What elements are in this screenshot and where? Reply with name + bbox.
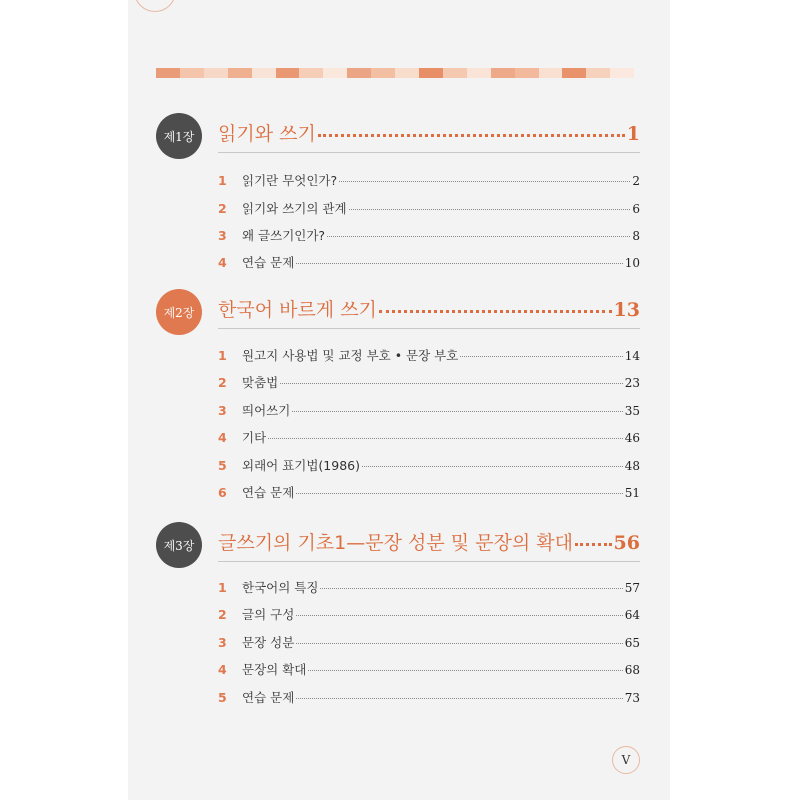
chapter-page: 13 [613,299,640,321]
chapter-title: 한국어 바르게 쓰기 [218,299,377,321]
chapter-title-row[interactable] [218,528,640,555]
entry-title: 한국어의 특징 [242,580,319,595]
entry-number: 6 [218,485,227,500]
entry-title: 왜 글쓰기인가? [242,228,326,243]
entry-page: 6 [632,202,640,216]
toc-entry[interactable] [218,253,640,271]
entry-number: 4 [218,430,227,445]
leader-dots [296,643,622,644]
entry-title: 읽기와 쓰기의 관계 [242,201,347,216]
toc-entry[interactable] [218,346,640,364]
leader-dots [296,263,622,264]
entry-title: 연습 문제 [242,255,295,270]
entry-page: 57 [624,581,640,595]
chapter-title-row[interactable] [218,295,640,322]
entry-page: 46 [624,431,640,445]
chapter-title-row[interactable] [218,119,640,146]
entry-title: 읽기란 무엇인가? [242,173,338,188]
entry-number: 1 [218,580,227,595]
entry-number: 3 [218,403,227,418]
entry-number: 5 [218,690,227,705]
leader-dots [296,493,622,494]
entry-number: 2 [218,201,227,216]
toc-entry[interactable] [218,605,640,623]
leader-dots [280,383,622,384]
entry-title: 연습 문제 [242,485,295,500]
entry-page: 65 [624,636,640,650]
leader-dots [308,670,622,671]
entry-page: 68 [624,663,640,677]
entry-title: 띄어쓰기 [242,403,291,418]
entry-page: 14 [624,349,640,363]
leader-dots [339,181,630,182]
chapter-title: 읽기와 쓰기 [218,123,316,145]
entry-number: 3 [218,228,227,243]
toc-entry[interactable] [218,171,640,189]
entry-page: 2 [632,174,640,188]
entry-number: 3 [218,635,227,650]
toc-entry[interactable] [218,373,640,391]
leader-dots [379,310,612,313]
chapter-2 [156,289,640,509]
chapter-badge: 제2장 [156,289,202,335]
leader-dots [362,466,623,467]
toc-entry[interactable] [218,660,640,678]
entry-title: 외래어 표기법(1986) [242,458,360,473]
entry-number: 4 [218,662,227,677]
leader-dots [292,411,622,412]
entry-title: 기타 [242,430,267,445]
leader-dots [575,543,612,546]
toc-entry[interactable] [218,483,640,501]
entry-title: 맞춤법 [242,375,279,390]
entry-page: 35 [624,404,640,418]
chapter-page: 1 [626,123,640,145]
leader-dots [320,588,622,589]
chapter-rule [218,561,640,562]
leader-dots [268,438,623,439]
entry-title: 원고지 사용법 및 교정 부호 • 문장 부호 [242,348,459,363]
decorative-circle [134,0,176,12]
page-number: V [612,746,640,774]
chapter-rule [218,328,640,329]
entry-number: 1 [218,348,227,363]
toc-entry[interactable] [218,401,640,419]
leader-dots [296,615,622,616]
toc-entry[interactable] [218,633,640,651]
chapter-3 [156,522,640,722]
chapter-title: 글쓰기의 기초1—문장 성분 및 문장의 확대 [218,532,573,554]
chapter-badge: 제1장 [156,113,202,159]
toc-entry[interactable] [218,578,640,596]
toc-entry[interactable] [218,688,640,706]
entry-page: 10 [624,256,640,270]
entry-page: 23 [624,376,640,390]
toc-entry[interactable] [218,226,640,244]
toc-entry[interactable] [218,456,640,474]
chapter-page: 56 [613,532,640,554]
leader-dots [460,356,622,357]
entry-number: 2 [218,375,227,390]
toc-entry[interactable] [218,428,640,446]
entry-title: 연습 문제 [242,690,295,705]
toc-entry[interactable] [218,199,640,217]
chapter-rule [218,152,640,153]
leader-dots [296,698,622,699]
chapter-badge: 제3장 [156,522,202,568]
entry-number: 4 [218,255,227,270]
leader-dots [327,236,630,237]
entry-title: 글의 구성 [242,607,295,622]
leader-dots [318,134,625,137]
entry-title: 문장의 확대 [242,662,307,677]
entry-page: 73 [624,691,640,705]
entry-number: 2 [218,607,227,622]
entry-title: 문장 성분 [242,635,295,650]
entry-page: 64 [624,608,640,622]
entry-page: 48 [624,459,640,473]
entry-number: 5 [218,458,227,473]
book-page [128,0,670,800]
decorative-stripe [156,68,634,78]
entry-number: 1 [218,173,227,188]
leader-dots [349,209,631,210]
entry-page: 8 [632,229,640,243]
entry-page: 51 [624,486,640,500]
chapter-1 [156,113,640,273]
